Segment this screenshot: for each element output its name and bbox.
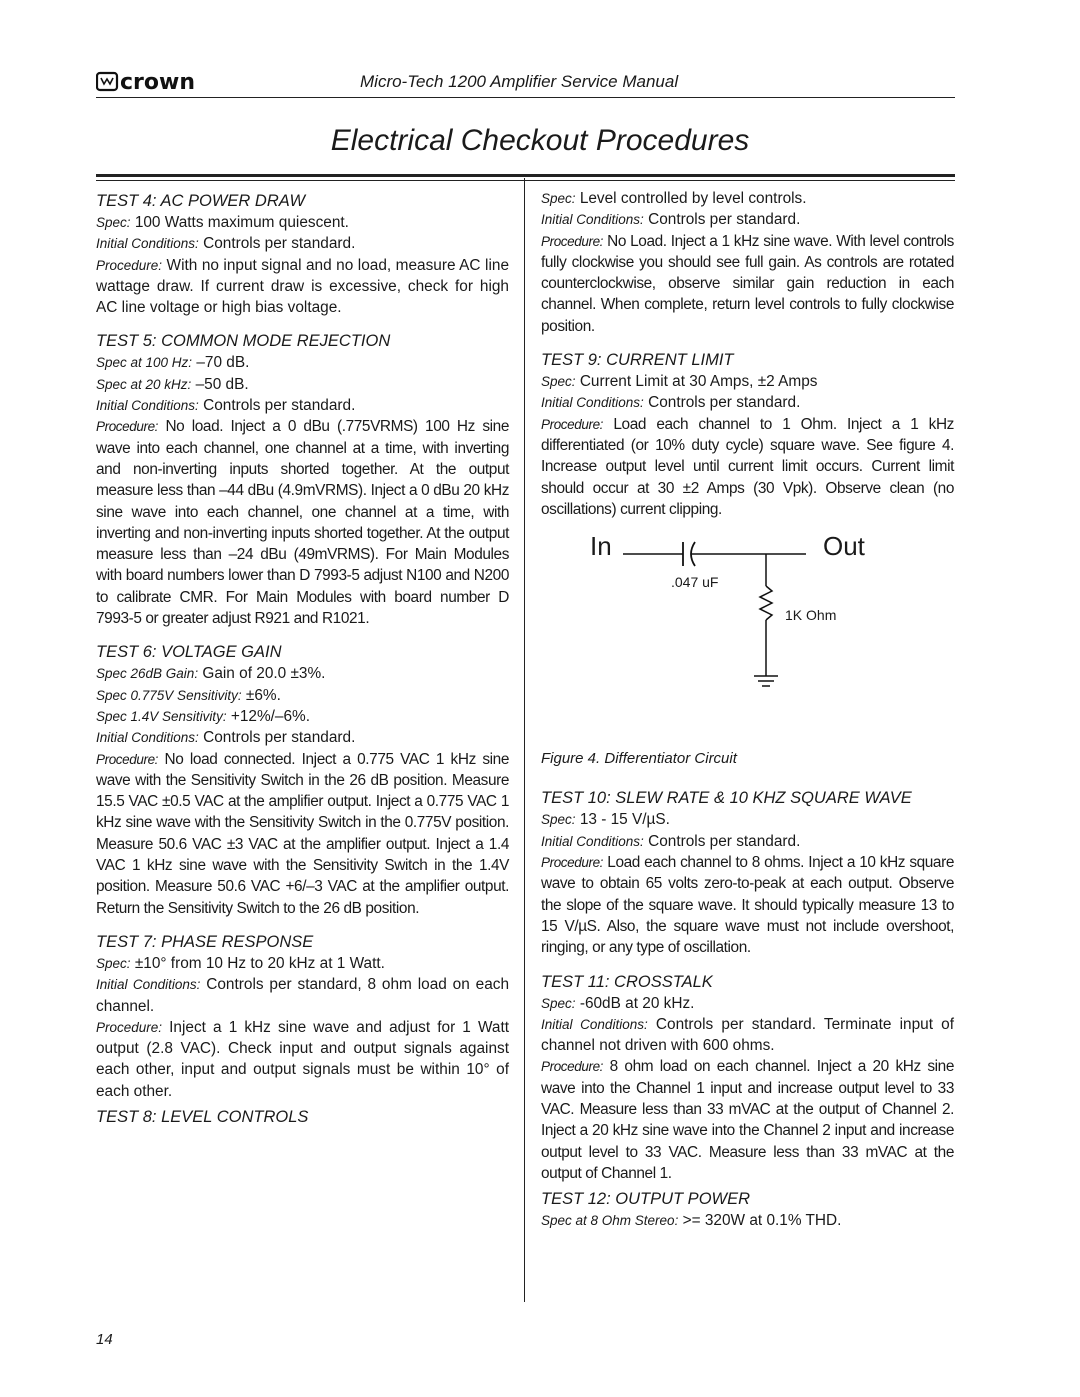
test4-initial-conditions: Initial Conditions: Controls per standard. — [96, 235, 356, 253]
figure-caption: Figure 4. Differentiator Circuit — [541, 750, 737, 768]
right-column — [541, 188, 954, 1232]
page-number: 14 — [96, 1331, 113, 1348]
test11-procedure: Procedure: 8 ohm load on each channel. Inject a 20 kHz sine wave into the Channel 1 input and increase output level to 33 VAC. Measure less than 33 mVAC at the output of Channel 2. Inject a 20 kHz sine wave into the Channel 2 input and increase output level to 33 VAC. Measure less than 33 mVAC at the output of Channel 1. — [541, 1058, 954, 1182]
test6-initial-conditions: Initial Conditions: Controls per standard. — [96, 729, 356, 747]
test5-spec-20khz: Spec at 20 kHz: –50 dB. — [96, 375, 249, 393]
title-rule-thin — [96, 180, 955, 181]
test5-procedure: Procedure: No load. Inject a 0 dBu (.775VRMS) 100 Hz sine wave into each channel, one channel at a time, with inverting and non-inverting inputs shorted together. At the output measure less than –44 dBu (4.9mVRMS). Inject a 0 dBu 20 kHz sine wave into each channel, one channel at a time, with inverting and non-inverting inputs shorted together. At the output measure less than –24 dBu (49mVRMS). For Main Modules with board numbers lower than D 7993-5 adjust N100 and N200 to calibrate CMR. For Main Modules with board number D 7993-5 or greater adjust R921 and R1021. — [96, 418, 509, 628]
test9-initial-conditions: Initial Conditions: Controls per standard. — [541, 394, 801, 412]
test6-procedure: Procedure: No load connected. Inject a 0.775 VAC 1 kHz sine wave with the Sensitivity Switch in the 26 dB position. Measure 15.5 VAC ±0.5 VAC at the amplifier output. Inject a 0.775 VAC 1 kHz sine wave with the Sensitivity Switch in the 0.775V position. Measure 50.6 VAC ±3 VAC at the amplifier output. Inject a 1.4 VAC 1 kHz sine wave with the Sensitivity Switch in the 1.4V position. Measure 50.6 VAC +6/–3 VAC at the amplifier output. Return the Sensitivity Switch to the 26 dB position. — [96, 750, 509, 917]
test9-heading: TEST 9: CURRENT LIMIT — [541, 351, 734, 370]
test8-heading: TEST 8: LEVEL CONTROLS — [96, 1107, 309, 1126]
figure-in-label: In — [590, 531, 612, 562]
left-column — [96, 190, 509, 1128]
test8-spec: Spec: Level controlled by level controls. — [541, 190, 807, 207]
test6-heading: TEST 6: VOLTAGE GAIN — [96, 643, 282, 662]
test5-initial-conditions: Initial Conditions: Controls per standard. — [96, 397, 356, 415]
test4-procedure: Procedure: With no input signal and no load, measure AC line wattage draw. If current draw is excessive, check for high AC line voltage or high bias voltage. — [96, 256, 509, 317]
crown-logo — [96, 67, 232, 95]
test10-procedure: Procedure: Load each channel to 8 ohms. Inject a 10 kHz square wave to obtain 65 volts zero-to-peak at each output. Observe the slope of the square wave. It should typically measure 13 to 15 V/µS. Also, the square wave must not include overshoot, ringing, or any type of oscillation. — [541, 854, 954, 957]
manual-title: Micro-Tech 1200 Amplifier Service Manual — [360, 72, 679, 91]
test9-spec: Spec: Current Limit at 30 Amps, ±2 Amps — [541, 373, 818, 391]
resistor-value: 1K Ohm — [785, 607, 837, 624]
test10-initial-conditions: Initial Conditions: Controls per standard. — [541, 832, 801, 850]
test11-heading: TEST 11: CROSSTALK — [541, 972, 713, 991]
test12-heading: TEST 12: OUTPUT POWER — [541, 1190, 751, 1209]
test5-spec-100hz: Spec at 100 Hz: –70 dB. — [96, 354, 250, 372]
column-divider — [524, 178, 525, 1302]
test8-initial-conditions: Initial Conditions: Controls per standard. — [541, 211, 801, 229]
test11-spec: Spec: -60dB at 20 kHz. — [541, 994, 695, 1012]
header-rule — [96, 97, 955, 98]
test8-procedure: Procedure: No Load. Inject a 1 kHz sine wave. With level controls fully clockwise you should see full gain. As controls are rotated counterclockwise, observe similar gain reduction in each channel. When complete, return level controls to fully clockwise position. — [541, 232, 954, 335]
test6-spec-14v: Spec 1.4V Sensitivity: +12%/–6%. — [96, 707, 311, 725]
differentiator-circuit-figure — [541, 528, 954, 748]
figure-out-label: Out — [823, 531, 865, 562]
test7-initial-conditions: Initial Conditions: Controls per standard, 8 ohm load on each channel. — [96, 976, 510, 1015]
section-title: Electrical Checkout Procedures — [330, 124, 750, 157]
test5-heading: TEST 5: COMMON MODE REJECTION — [96, 332, 391, 351]
test11-initial-conditions: Initial Conditions: Controls per standard. Terminate input of channel not driven with 600 ohms. — [541, 1015, 955, 1055]
test7-spec: Spec: ±10° from 10 Hz to 20 kHz at 1 Watt. — [96, 954, 385, 972]
test6-spec-0775v: Spec 0.775V Sensitivity: ±6%. — [96, 686, 281, 704]
test12-spec: Spec at 8 Ohm Stereo: >= 320W at 0.1% THD. — [541, 1212, 842, 1230]
test4-spec: Spec: 100 Watts maximum quiescent. — [96, 214, 349, 231]
test7-procedure: Procedure: Inject a 1 kHz sine wave and adjust for 1 Watt output (2.8 VAC). Check input and output signals against each other, input and output signals must be within 10° of each other. — [96, 1018, 510, 1100]
test6-spec-gain: Spec 26dB Gain: Gain of 20.0 ±3%. — [96, 665, 326, 683]
title-rule-thick — [96, 174, 955, 177]
test4-heading: TEST 4: AC POWER DRAW — [96, 192, 306, 210]
test9-procedure: Procedure: Load each channel to 1 Ohm. Inject a 1 kHz differentiated (or 10% duty cycle) square wave. See figure 4. Increase output level until current limit occurs. Current limit should occur at 30 ±2 Amps (30 Vpk). Observe clean (no oscillations) current clipping. — [541, 415, 954, 518]
test10-spec: Spec: 13 - 15 V/µS. — [541, 811, 670, 829]
capacitor-value: .047 uF — [671, 574, 719, 591]
logo-wordmark: crown — [120, 70, 195, 95]
test10-heading: TEST 10: SLEW RATE & 10 KHZ SQUARE WAVE — [541, 789, 912, 808]
test7-heading: TEST 7: PHASE RESPONSE — [96, 932, 314, 951]
resistor-symbol — [760, 586, 772, 620]
